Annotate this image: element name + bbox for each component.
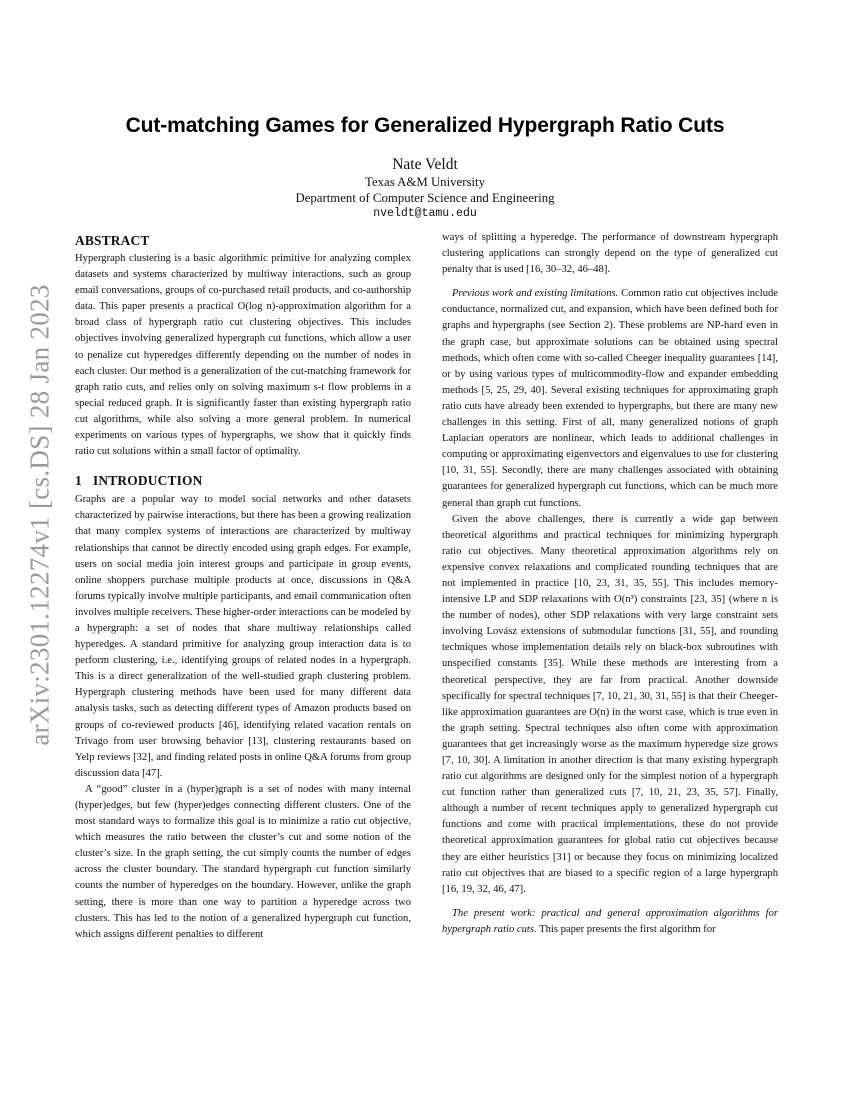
abstract-heading: ABSTRACT — [75, 233, 150, 248]
abstract-text: Hypergraph clustering is a basic algorithmic primitive for analyzing complex datasets and systems characterized by multiway interactions, such as group email conversations, groups of co-purchased retail products, and co-authorship data. This paper presents a practical O(log n)-approximation algorithm for a broad class of hypergraph ratio cut clustering objectives. This includes objectives involving generalized hypergraph cut functions, which allow a user to penalize cut hyperedges differently depending on the number of nodes in each cluster. Our method is a generalization of the cut-matching framework for graph ratio cuts, and relies only on solving maximum s-t flow problems in a special reduced graph. It is significantly faster than existing hypergraph ratio cut algorithms, while also solving a more general problem. In numerical experiments on various types of hypergraphs, we show that it quickly finds ratio cut solutions within a small factor of optimality. — [75, 253, 411, 458]
author-block — [0, 155, 850, 222]
intro-paragraph-continued: ways of splitting a hyperedge. The performance of downstream hypergraph clustering applications can strongly depend on the type of generalized cut penalty that is used [16, 30–32, 46–48]. — [442, 232, 778, 276]
author-affiliation-department: Department of Computer Science and Engineering — [295, 191, 555, 205]
intro-paragraph-2: A “good” cluster in a (hyper)graph is a set of nodes with many internal (hyper)edges, but few (hyper)edges connecting different clusters. One of the most standard ways to formalize this goal is to minimize a ratio cut objective, which measures the ratio between the cluster’s cut and some notion of the cluster’s size. In the graph setting, the cut simply counts the number of edges across the cluster boundary. The standard hypergraph cut function similarly counts the number of hyperedges on the boundary. However, unlike the graph setting, there is more than one way to partition a hyperedge across two clusters. This has led to the notion of a generalized hypergraph cut function, which assigns different penalties to different — [75, 783, 411, 940]
introduction-heading — [75, 473, 411, 489]
previous-work-title: Previous work and existing limitations. — [452, 288, 619, 300]
right-column — [442, 230, 778, 938]
challenges-paragraph: Given the above challenges, there is currently a wide gap between theoretical algorithms and practical techniques for minimizing hypergraph ratio cut objectives. Many theoretical approximation algorithms rely on expensive convex relaxations and complicated rounding techniques that are not implemented in practice [10, 23, 31, 35, 55]. This includes memory-intensive LP and SDP relaxations with O(n³) constraints [23, 35] (where n is the number of nodes), other SDP relaxations with very large constraint sets involving Lovász extensions of submodular functions [31, 55], and rounding techniques whose implementation details rely on black-box subroutines with unspecified constants [35]. While these methods are interesting from a theoretical perspective, they are far from practical. Another downside specifically for spectral techniques [7, 10, 21, 30, 31, 55] is that their Cheeger-like approximation guarantees are O(n) in the worst case, which is true even in the graph setting. Spectral techniques also often come with approximation guarantees that get increasingly worse as the maximum hyperedge size grows [7, 10, 30]. A limitation in another direction is that many existing hypergraph ratio cut algorithms are designed only for the simplest notion of a hypergraph cut function rather than generalized cuts [7, 10, 21, 23, 35, 57]. Finally, although a number of recent techniques apply to generalized hypergraph cut functions and come with practical implementations, these do not provide theoretical approximation guarantees for global ratio cut objectives because they are either heuristics [31] or because they focus on minimizing localized ratio cut objectives that are biased to a specific region of a large hypergraph [16, 19, 32, 46, 47]. — [442, 513, 778, 895]
author-name: Nate Veldt — [392, 156, 458, 173]
paper-title: Cut-matching Games for Generalized Hypergraph Ratio Cuts — [125, 114, 725, 137]
previous-work-text: Common ratio cut objectives include conductance, normalized cut, and expansion, which have been defined both for graphs and hypergraphs (see Section 2). These problems are NP-hard even in the graph case, but approximate solutions can be obtained using spectral methods, which often come with so-called Cheeger inequality guarantees [14], or by using various types of multicommodity-flow and expander embedding methods [5, 25, 29, 40]. Several existing techniques for approximating graph ratio cuts have already been extended to hypergraphs, but there are many new challenges in this setting. First of all, many generalized notions of graph Laplacian operators are nonlinear, which leads to additional challenges in computing or approximating eigenvectors and eigenvalues to use for clustering [10, 31, 55]. Secondly, there are many challenges associated with obtaining guarantees for generalized hypergraph cut functions, which can be much more general than graph cut functions. — [442, 288, 779, 509]
section-number: 1 — [75, 473, 82, 489]
arxiv-identifier: arXiv:2301.12274v1 [cs.DS] 28 Jan 2023 — [24, 284, 55, 746]
present-work-title: The present work: practical and general approximation algorithms for hypergraph ratio cuts. — [442, 907, 778, 935]
arxiv-sidebar-stamp — [12, 284, 68, 746]
present-work-paragraph — [442, 906, 778, 938]
author-email[interactable]: nveldt@tamu.edu — [373, 207, 477, 220]
intro-paragraph-1: Graphs are a popular way to model social networks and other datasets characterized by pairwise interactions, but there has been a growing realization that many complex systems of interactions are characterized by multiway relationships that cannot be directly encoded using graph edges. For example, users on social media join interest groups and participate in group events, online shoppers purchase multiple products at once, discussions in Q&A forums typically involve multiple participants, and email communication often involves multiple receivers. These higher-order interactions can be modeled by a hypergraph: a set of nodes that share multiway relationships called hyperedges. A standard primitive for analyzing group interaction data is to perform clustering, i.e., identifying groups of related nodes in a hypergraph. This is a direct generalization of the well-studied graph clustering problem. Hypergraph clustering methods have been used for many different data analysis tasks, such as detecting different types of Amazon products based on groups of co-reviewed products [46], identifying related vacation rentals on Trivago from user browsing behavior [13], clustering restaurants based on Yelp reviews [32], and finding related posts in online Q&A forums from group discussion data [47]. — [75, 494, 411, 779]
author-affiliation-university: Texas A&M University — [365, 175, 485, 189]
previous-work-paragraph — [442, 286, 778, 511]
present-work-text: This paper presents the first algorithm for — [539, 923, 716, 935]
left-column — [75, 233, 411, 943]
section-title: INTRODUCTION — [93, 473, 203, 489]
